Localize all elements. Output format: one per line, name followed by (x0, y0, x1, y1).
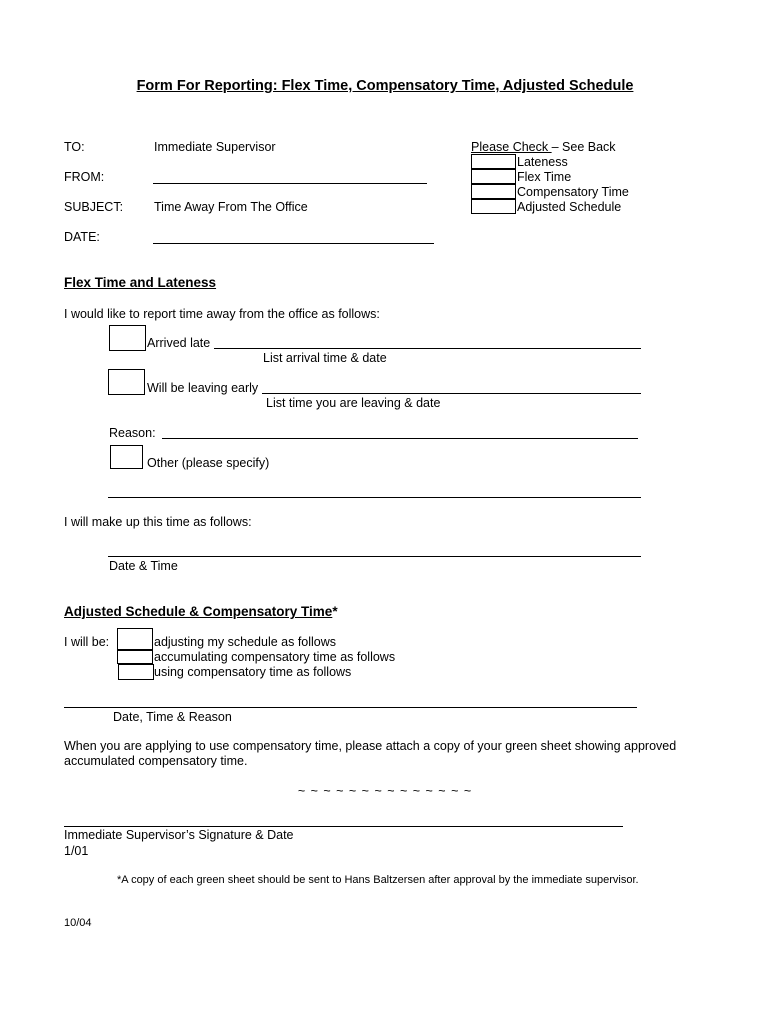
arrived-late-checkbox[interactable] (109, 325, 146, 351)
accumulating-comp-checkbox[interactable] (117, 650, 153, 664)
leaving-early-checkbox[interactable] (108, 369, 145, 395)
please-check-label (471, 140, 616, 154)
flex-section-heading (64, 275, 216, 290)
accumulating-comp-label: accumulating compensatory time as follows (154, 650, 396, 664)
date-label: DATE: (64, 230, 100, 244)
arrived-late-label: Arrived late (147, 336, 211, 350)
arrival-hint: List arrival time & date (263, 351, 387, 365)
reason-label: Reason: (109, 426, 156, 440)
arrived-late-field-line[interactable] (214, 348, 641, 349)
adjusted-hint: Date, Time & Reason (113, 710, 232, 724)
subject-label: SUBJECT: (64, 200, 124, 214)
please-check-see-back: – See Back (551, 140, 616, 154)
comp-notice-line-2: accumulated compensatory time. (64, 754, 248, 768)
adjusted-field-line[interactable] (64, 707, 637, 708)
flex-section-heading-text: Flex Time and Lateness (64, 275, 217, 290)
adjusted-schedule-checkbox[interactable] (471, 199, 516, 214)
from-field-line[interactable] (153, 183, 427, 184)
lateness-checkbox[interactable] (471, 154, 516, 169)
adjusted-schedule-label: Adjusted Schedule (517, 200, 622, 214)
adjusting-schedule-checkbox[interactable] (117, 628, 153, 650)
footnote: *A copy of each green sheet should be sent to Hans Baltzersen after approval by the immediate supervisor. (117, 874, 639, 886)
form-title: Form For Reporting: Flex Time, Compensatory Time, Adjusted Schedule (136, 78, 634, 94)
compensatory-time-label: Compensatory Time (517, 185, 629, 199)
compensatory-time-checkbox[interactable] (471, 184, 516, 199)
other-label: Other (please specify) (147, 456, 270, 470)
to-value: Immediate Supervisor (154, 140, 276, 154)
from-label: FROM: (64, 170, 105, 184)
other-specify-line[interactable] (108, 497, 641, 498)
lateness-label: Lateness (517, 155, 568, 169)
signature-label: Immediate Supervisor’s Signature & Date (64, 828, 294, 842)
reason-field-line[interactable] (162, 438, 638, 439)
adjusting-schedule-label: adjusting my schedule as follows (154, 635, 337, 649)
other-checkbox[interactable] (110, 445, 143, 469)
using-comp-label: using compensatory time as follows (154, 665, 352, 679)
flex-time-label: Flex Time (517, 170, 572, 184)
makeup-label: I will make up this time as follows: (64, 515, 252, 529)
adjusted-section-asterisk: * (332, 604, 338, 619)
leaving-early-field-line[interactable] (262, 393, 641, 394)
subject-value: Time Away From The Office (154, 200, 308, 214)
version-2: 10/04 (64, 917, 92, 929)
signature-line[interactable] (64, 826, 623, 827)
adjusted-section-heading (64, 604, 338, 619)
using-comp-checkbox[interactable] (118, 664, 154, 680)
flex-intro: I would like to report time away from the office as follows: (64, 307, 380, 321)
will-be-label: I will be: (64, 635, 110, 649)
adjusted-section-heading-text: Adjusted Schedule & Compensatory Time (64, 604, 333, 619)
date-field-line[interactable] (153, 243, 434, 244)
version-1: 1/01 (64, 844, 89, 858)
please-check-underlined: Please Check (471, 140, 552, 154)
comp-notice-line-1: When you are applying to use compensatory time, please attach a copy of your green sheet showing approved (64, 739, 677, 753)
tilde-divider: ~ ~ ~ ~ ~ ~ ~ ~ ~ ~ ~ ~ ~ ~ (297, 784, 473, 798)
makeup-field-line[interactable] (108, 556, 641, 557)
leaving-hint: List time you are leaving & date (266, 396, 441, 410)
to-label: TO: (64, 140, 85, 154)
makeup-hint: Date & Time (109, 559, 178, 573)
leaving-early-label: Will be leaving early (147, 381, 259, 395)
flex-time-checkbox[interactable] (471, 169, 516, 184)
